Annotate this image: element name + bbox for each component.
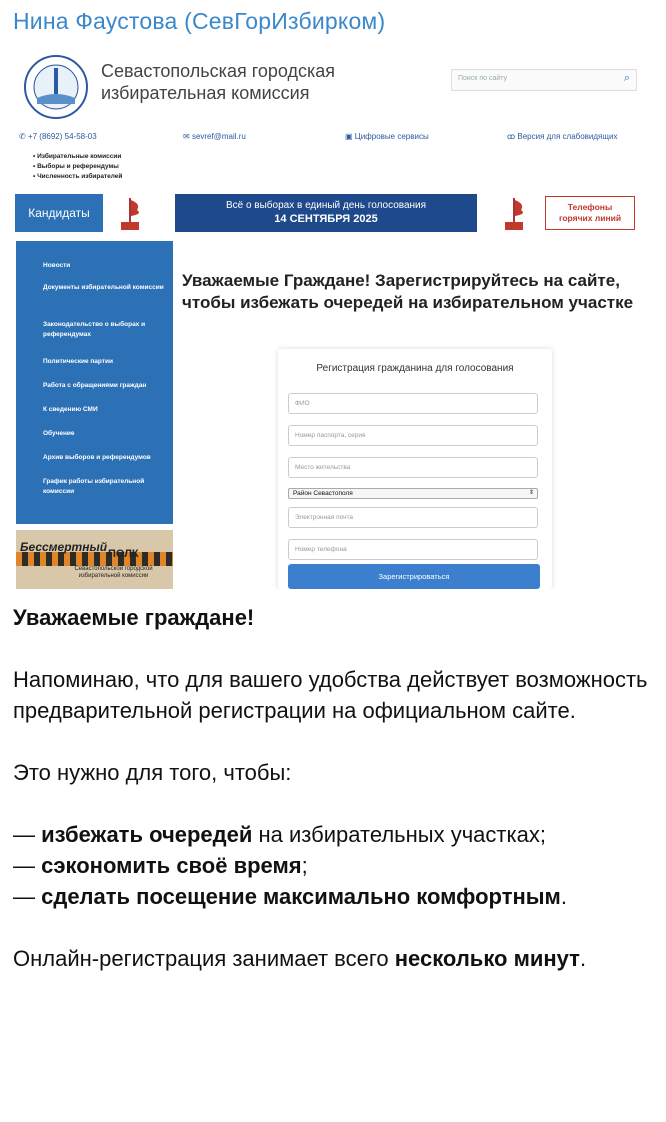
top-menu-item[interactable]: • Численность избирателей	[33, 172, 122, 182]
email-link[interactable]: ✉ sevref@mail.ru	[183, 132, 246, 141]
register-button[interactable]: Зарегистрироваться	[288, 564, 540, 589]
fio-input[interactable]: ФИО	[288, 393, 538, 414]
poster-caption: Севастопольской городской избирательной комиссии	[74, 566, 153, 579]
search-icon[interactable]: ⌕	[623, 72, 630, 84]
low-vision-link[interactable]: ꝏ Версия для слабовидящих	[507, 132, 618, 141]
side-menu-item[interactable]: Новости	[43, 262, 71, 269]
post-bullet: — избежать очередей на избирательных участках;	[13, 822, 546, 847]
post-paragraph: Это нужно для того, чтобы:	[13, 760, 292, 785]
search-placeholder: Поиск по сайту	[458, 75, 508, 82]
form-title: Регистрация гражданина для голосования	[316, 363, 514, 374]
contacts-bar	[17, 132, 653, 146]
banner-row	[15, 194, 641, 236]
post-bullet: — сделать посещение максимально комфортным.	[13, 884, 567, 909]
side-menu-item[interactable]: Документы избирательной комиссии	[43, 284, 164, 291]
monitor-icon: ▣	[345, 132, 355, 141]
website-screenshot	[13, 44, 653, 589]
st-george-ribbon	[16, 552, 173, 566]
residence-input[interactable]: Место жительства	[288, 457, 538, 478]
registration-form	[278, 349, 552, 589]
phone-icon: ✆	[19, 132, 28, 141]
district-select[interactable]: Район Севастополя ⇕	[288, 488, 538, 499]
select-arrows-icon: ⇕	[528, 490, 534, 496]
channel-author[interactable]: Нина Фаустова (СевГорИзбирком)	[13, 8, 386, 34]
site-search-input[interactable]	[451, 69, 637, 91]
side-menu	[16, 241, 173, 524]
side-menu-item[interactable]: Законодательство о выборах и референдумах	[43, 321, 146, 338]
candidates-button[interactable]: Кандидаты	[15, 194, 103, 232]
side-menu-item[interactable]: График работы избирательной комиссии	[43, 478, 145, 495]
email-input[interactable]: Электронная почта	[288, 507, 538, 528]
top-menu-item[interactable]: • Выборы и референдумы	[33, 162, 122, 172]
side-menu-item[interactable]: Архив выборов и референдумов	[43, 454, 151, 461]
glasses-icon: ꝏ	[507, 132, 518, 141]
side-menu-item[interactable]: Работа с обращениями граждан	[43, 382, 147, 389]
phone-input[interactable]: Номер телефона	[288, 539, 538, 560]
poster-text: Бессмертный	[20, 540, 108, 554]
post-text	[13, 602, 653, 974]
page-heading: Уважаемые Граждане! Зарегистрируйтесь на сайте, чтобы избежать очередей на избирательном участке	[182, 271, 634, 312]
immortal-regiment-banner[interactable]	[16, 530, 173, 589]
hotlines-button[interactable]: Телефоны горячих линий	[545, 196, 635, 230]
election-emblem-icon	[499, 196, 529, 232]
post-paragraph: Напоминаю, что для вашего удобства действует возможность предварительной регистрации на официальном сайте.	[13, 667, 648, 723]
post-bullet: — сэкономить своё время;	[13, 853, 308, 878]
post-greeting: Уважаемые граждане!	[13, 605, 255, 630]
poster-text: ПОЛК	[108, 548, 139, 560]
election-emblem-icon	[115, 196, 145, 232]
site-title[interactable]: Севастопольская городская избирательная комиссия	[101, 61, 336, 103]
top-menu-item[interactable]: • Избирательные комиссии	[33, 152, 122, 162]
election-day-banner[interactable]: Всё о выборах в единый день голосования 14 СЕНТЯБРЯ 2025	[175, 194, 477, 232]
phone-link[interactable]: ✆ +7 (8692) 54-58-03	[19, 132, 97, 141]
side-menu-item[interactable]: Обучение	[43, 430, 75, 437]
passport-input[interactable]: Номер паспорта, серия	[288, 425, 538, 446]
top-menu	[33, 152, 122, 182]
post-paragraph: Онлайн-регистрация занимает всего несколько минут.	[13, 946, 587, 971]
digital-services-link[interactable]: ▣ Цифровые сервисы	[345, 132, 429, 141]
commission-seal-logo	[23, 54, 89, 120]
side-menu-item[interactable]: Политические партии	[43, 358, 113, 365]
side-menu-item[interactable]: К сведению СМИ	[43, 406, 98, 413]
mail-icon: ✉	[183, 132, 192, 141]
